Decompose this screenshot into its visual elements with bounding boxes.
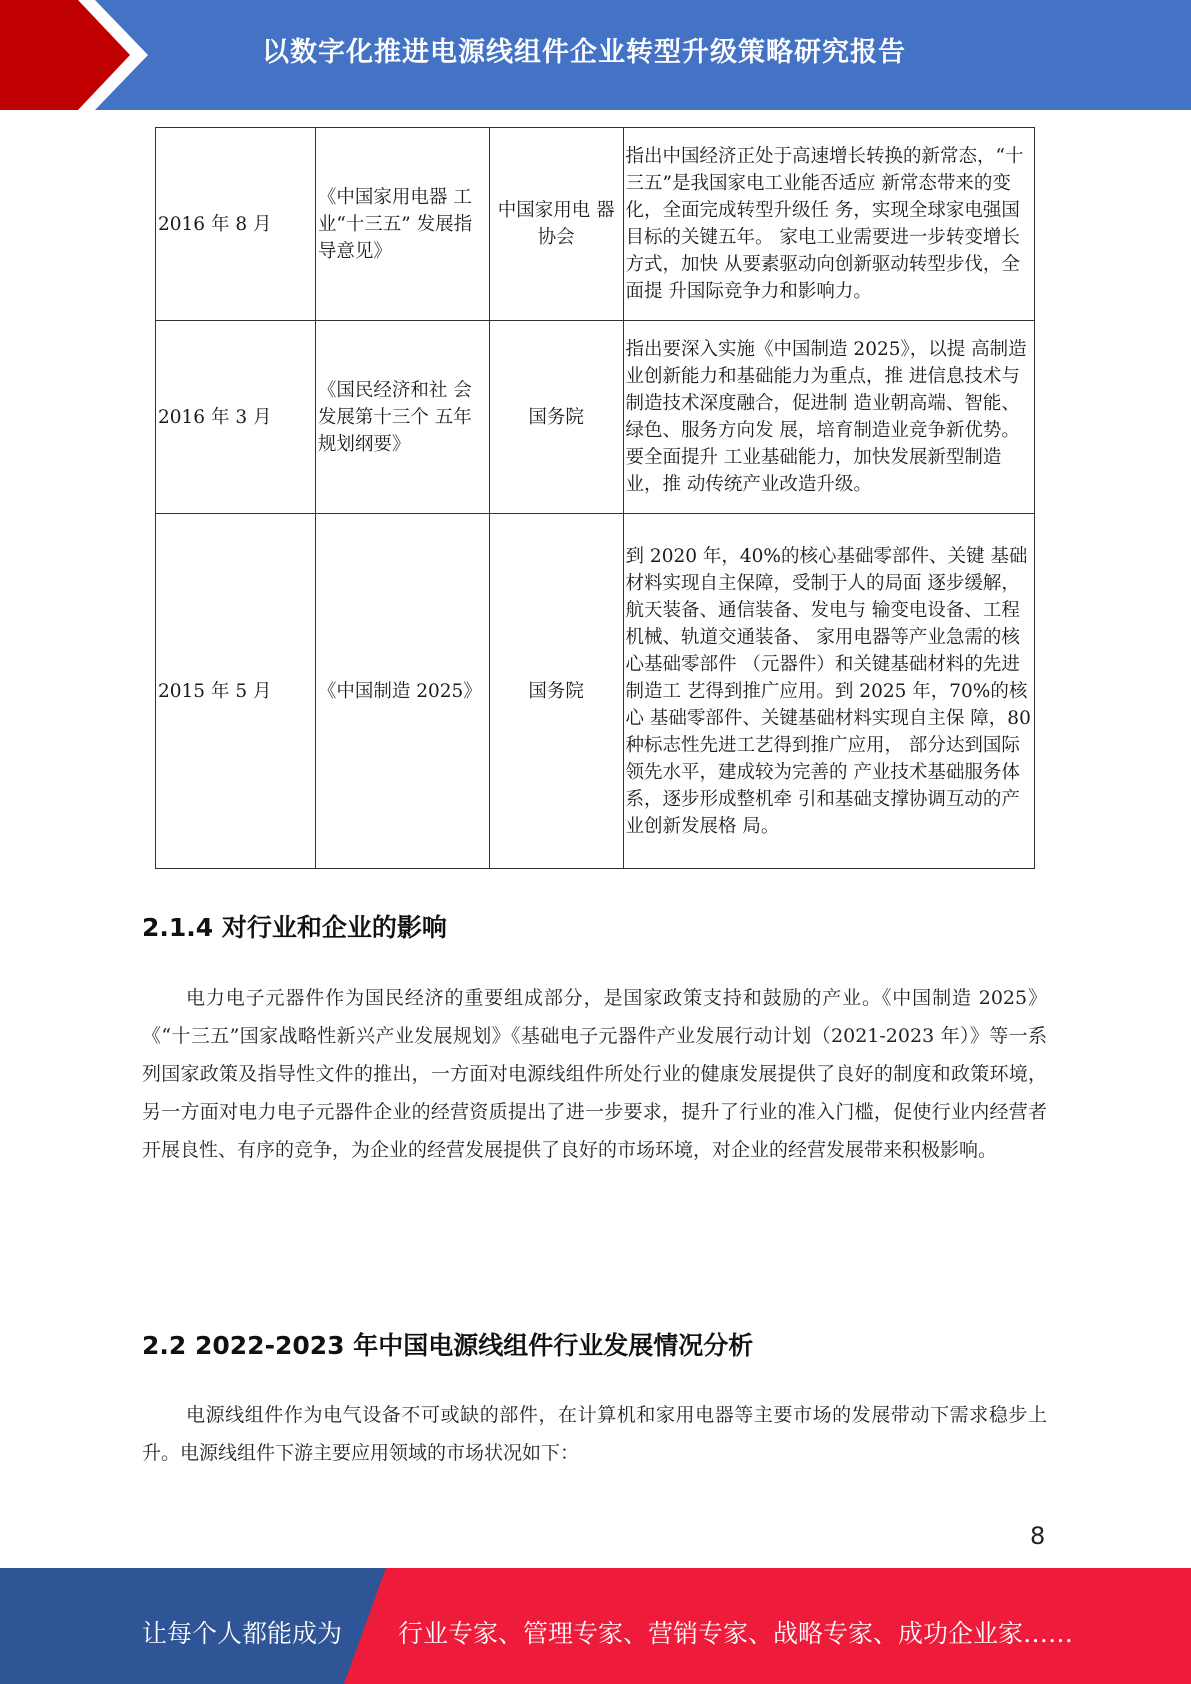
policy-date: 2015 年 5 月: [156, 514, 316, 869]
policy-issuer: 国务院: [489, 514, 623, 869]
section-heading-2-1-4: 2.1.4 对行业和企业的影响: [142, 913, 447, 942]
policy-title: 《中国制造 2025》: [315, 514, 489, 869]
policy-date: 2016 年 3 月: [156, 321, 316, 514]
footer-slogan-right: 行业专家、管理专家、营销专家、战略专家、成功企业家……: [398, 1619, 1074, 1648]
policy-title: 《国民经济和社 会发展第十三个 五年规划纲要》: [315, 321, 489, 514]
policy-date: 2016 年 8 月: [156, 128, 316, 321]
policy-description: 指出要深入实施《中国制造 2025》，以提 高制造业创新能力和基础能力为重点，推 进信息技术与制造技术深度融合，促进制 造业朝高端、智能、绿色、服务方向发 展，培育制造业竞争新优势。要全面提升 工业基础能力，加快发展新型制造业，推 动传统产业改造升级。: [623, 321, 1034, 514]
page-number: 8: [1030, 1522, 1046, 1550]
section-2-2-paragraph: 电源线组件作为电气设备不可或缺的部件，在计算机和家用电器等主要市场的发展带动下需求稳步上升。电源线组件下游主要应用领域的市场状况如下：: [142, 1404, 1047, 1464]
table-row: [156, 514, 1035, 869]
policy-issuer: 中国家用电 器协会: [489, 128, 623, 321]
policy-title: 《中国家用电器 工业“十三五” 发展指导意见》: [315, 128, 489, 321]
policy-table: [155, 127, 1035, 869]
policy-description: 到 2020 年，40%的核心基础零部件、关键 基础材料实现自主保障，受制于人的局面 逐步缓解，航天装备、通信装备、发电与 输变电设备、工程机械、轨道交通装备、 家用电器等产业急需的核心基础零部件 （元器件）和关键基础材料的先进制造工 艺得到推广应用。到 2025 年，70%的核心 基础零部件、关键基础材料实现自主保 障，80 种标志性先进工艺得到推广应用， 部分达到国际领先水平，建成较为完善的 产业技术基础服务体系，逐步形成整机牵 引和基础支撑协调互动的产业创新发展格 局。: [623, 514, 1034, 869]
section-2-1-4-paragraph: 电力电子元器件作为国民经济的重要组成部分，是国家政策支持和鼓励的产业。《中国制造 2025》《“十三五”国家战略性新兴产业发展规划》《基础电子元器件产业发展行动计划（2021-2023 年）》等一系列国家政策及指导性文件的推出，一方面对电源线组件所处行业的健康发展提供了良好的制度和政策环境，另一方面对电力电子元器件企业的经营资质提出了进一步要求，提升了行业的准入门槛，促使行业内经营者开展良性、有序的竞争，为企业的经营发展提供了良好的市场环境，对企业的经营发展带来积极影响。: [142, 987, 1047, 1161]
page-header: [0, 0, 1191, 110]
policy-description: 指出中国经济正处于高速增长转换的新常态，“十三五”是我国家电工业能否适应 新常态带来的变化，全面完成转型升级任 务，实现全球家电强国目标的关键五年。 家电工业需要进一步转变增长方式，加快 从要素驱动向创新驱动转型步伐，全面提 升国际竞争力和影响力。: [623, 128, 1034, 321]
report-title: 以数字化推进电源线组件企业转型升级策略研究报告: [262, 37, 906, 68]
policy-issuer: 国务院: [489, 321, 623, 514]
table-row: [156, 321, 1035, 514]
footer-slogan-left: 让每个人都能成为: [142, 1619, 343, 1648]
section-heading-2-2: 2.2 2022-2023 年中国电源线组件行业发展情况分析: [142, 1331, 754, 1360]
table-row: [156, 128, 1035, 321]
